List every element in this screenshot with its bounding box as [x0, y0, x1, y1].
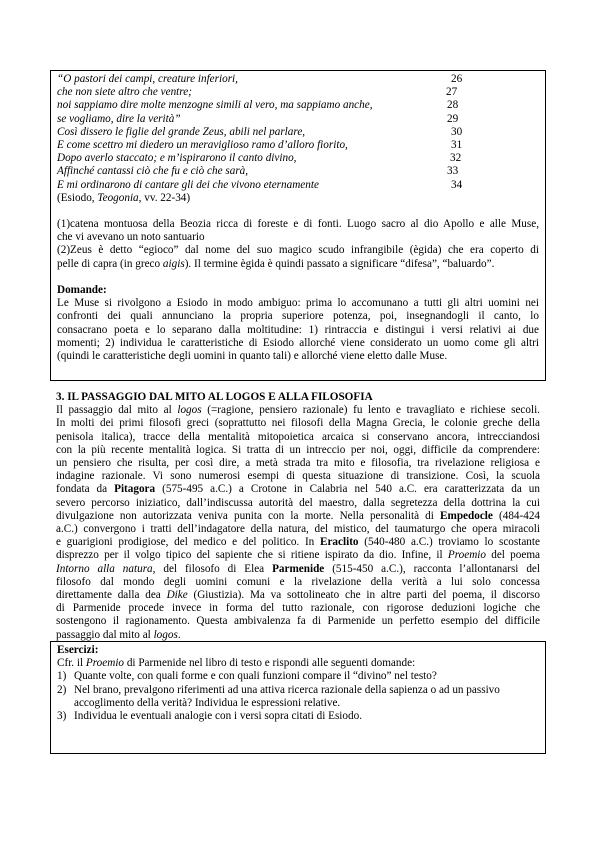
verse-number: 32: [450, 152, 462, 165]
verse-text: che non siete altro che ventre;: [57, 86, 192, 99]
exercises-intro: Cfr. il Proemio di Parmenide nel libro di testo e rispondi alle seguenti domande:: [57, 657, 416, 670]
exercise-item: 3) Individua le eventuali analogie con i versi sopra citati di Esiodo.: [57, 710, 362, 723]
paragraph-line: severo percorso iniziatico, dall’indiscussa autorità del maestro, dalla segretezza della dottrina la cui: [56, 496, 540, 509]
exercise-item: 1) Quante volte, con quali forme e con quali funzioni compare il “divino” nel testo?: [57, 670, 437, 683]
verse-number: 33: [447, 165, 459, 178]
exercise-item: 2) Nel brano, prevalgono riferimenti ad una attiva ricerca razionale della sapienza o ad un passivo accoglimento della verità? Individua le espressioni relative.: [57, 683, 500, 709]
paragraph-line: penisola italica), tracce della mentalità mitopoietica arcaica si conservano ancora, intrecciandosi: [56, 430, 540, 443]
footnote-2-cont: pelle di capra (in greco aigis). Il termine ègida è quindi passato a significare “difesa”, “baluardo”.: [57, 257, 495, 270]
verse-text: Così dissero le figlie del grande Zeus, abili nel parlare,: [57, 125, 306, 138]
verse-line: [57, 165, 539, 178]
footnote-2: (2)Zeus è detto “egioco” dal nome del suo magico scudo infrangibile (ègida) che era coperto di: [57, 244, 539, 257]
verse-number: 26: [451, 73, 463, 85]
paragraph-line: divulgazione non autorizzata veniva punita con la morte. Nella personalità di Empedocle (484-424: [56, 509, 541, 522]
verse-line: [57, 179, 539, 192]
verse-number: 29: [447, 112, 459, 125]
verse-line: [57, 126, 539, 139]
verse-text: se vogliamo, dire la verità”: [57, 112, 181, 125]
paragraph-line: e guarigioni prodigiose, del medico e del politico. In Eraclito (540-480 a.C.) troviamo lo scostante: [56, 536, 540, 549]
exercises-title: Esercizi:: [57, 644, 99, 656]
questions-text: (quindi le caratteristiche degli uomini in quanto tali) e allorché viene eletto dalle Muse.: [57, 350, 448, 363]
verse-number: 27: [446, 86, 458, 99]
paragraph-line: direttamente dalla dea Dike (Giustizia). Ma va sottolineato che in altre parti del poema, il discorso: [56, 589, 540, 602]
paragraph-line: di Parmenide procede invece in forma del tutto razionale, con rigorose deduzioni logiche che: [56, 602, 540, 615]
paragraph-line: Il passaggio dal mito al logos (=ragione, pensiero razionale) fu lento e travagliato e richiese secoli.: [56, 404, 540, 417]
quote-source: (Esiodo, Teogonia, vv. 22-34): [57, 191, 191, 204]
exercises-box: [50, 641, 546, 754]
questions-text: momenti; 2) individua le caratteristiche di Esiodo allorché viene considerato un uomo come gli altri: [57, 336, 539, 349]
footnote-1: (1)catena montuosa della Beozia ricca di foreste e di fonti. Luogo sacro al dio Apollo e alle Muse,: [57, 218, 539, 231]
verse-line: [57, 73, 539, 86]
verse-text: noi sappiamo dire molte menzogne simili al vero, ma sappiamo anche,: [57, 99, 373, 112]
paragraph-line: un pensiero che risulta, per così dire, a metà strada tra mito e filosofia, tra rivelazione religiosa e: [56, 457, 540, 470]
verse-text: Dopo averlo staccato; e m’ispirarono il canto divino,: [57, 152, 297, 165]
verse-text: E come scettro mi diedero un meraviglioso ramo d’alloro fiorito,: [57, 138, 348, 151]
verse-line: [57, 99, 539, 112]
paragraph-line: filosofo dal mondo degli uomini comuni e la rivelazione della verità a lui solo concessa: [56, 575, 540, 588]
paragraph-line: fondata da Pitagora (575-495 a.C.) a Crotone in Calabria nel 540 a.C. era caratterizzata da un: [56, 483, 540, 496]
paragraph-line: In molti dei primi filosofi greci (soprattutto nei filosofi della Magna Grecia, le colonie greche della: [56, 417, 540, 430]
verse-text: Affinché cantassi ciò che fu e ciò che sarà,: [57, 165, 249, 178]
questions-text: Le Muse si rivolgono a Esiodo in modo ambiguo: prima lo accomunano a tutti gli altri uomini nei: [57, 297, 539, 310]
footnote-1-cont: che vi avevano un noto santuario: [57, 231, 205, 244]
paragraph-line: sostengono il ragionamento. Questa ambivalenza fa di Parmenide un perfetto esempio del difficile: [56, 615, 540, 628]
questions-text: confronti dei quali annunciano la propria superiore potenza, poi, insegnandogli il canto, lo: [57, 310, 539, 323]
paragraph-line: indagine razionale. Vi sono numerosi esempi di questa situazione di transizione. Così, la scuola: [56, 470, 540, 483]
paragraph-line: passaggio dal mito al logos.: [56, 628, 181, 641]
section-body: [56, 391, 540, 642]
verse-number: 31: [451, 138, 463, 151]
paragraph-line: disprezzo per il volgo tipico del sapiente che si ritiene ispirato da dio. Infine, il Proemio del poema: [56, 549, 540, 562]
questions-text: consacrano poeta e lo separano dalla moltitudine: 1) rintraccia e distingui i versi relativi ai due: [57, 323, 539, 336]
verse-line: [57, 113, 539, 126]
verse-line: [57, 139, 539, 152]
paragraph-line: a.C.) convergono i tratti dell’indagatore della natura, del mistico, del taumaturgo che opera miracoli: [56, 523, 540, 536]
verse-line: [57, 86, 539, 99]
source-title: Teogonia: [97, 191, 139, 204]
paragraph-line: Intorno alla natura, del filosofo di Elea Parmenide (515-450 a.C.), racconta l’allontanarsi del: [56, 562, 540, 575]
section-heading: 3. IL PASSAGGIO DAL MITO AL LOGOS E ALLA FILOSOFIA: [56, 391, 373, 403]
verse-line: [57, 152, 539, 165]
paragraph-line: con la più recente mentalità logica. Si tratta di un intreccio per noi, oggi, difficile da comprendere:: [56, 443, 540, 456]
verse-number: 34: [451, 178, 463, 191]
verse-number: 28: [447, 99, 459, 112]
verse-text: “O pastori dei campi, creature inferiori,: [57, 73, 238, 85]
verse-number: 30: [451, 125, 463, 138]
exercises-list: [57, 670, 539, 723]
questions-title: Domande:: [57, 284, 107, 297]
verse-text: E mi ordinarono di cantare gli dei che vivono eternamente: [57, 178, 319, 191]
quote-box: [50, 70, 546, 381]
